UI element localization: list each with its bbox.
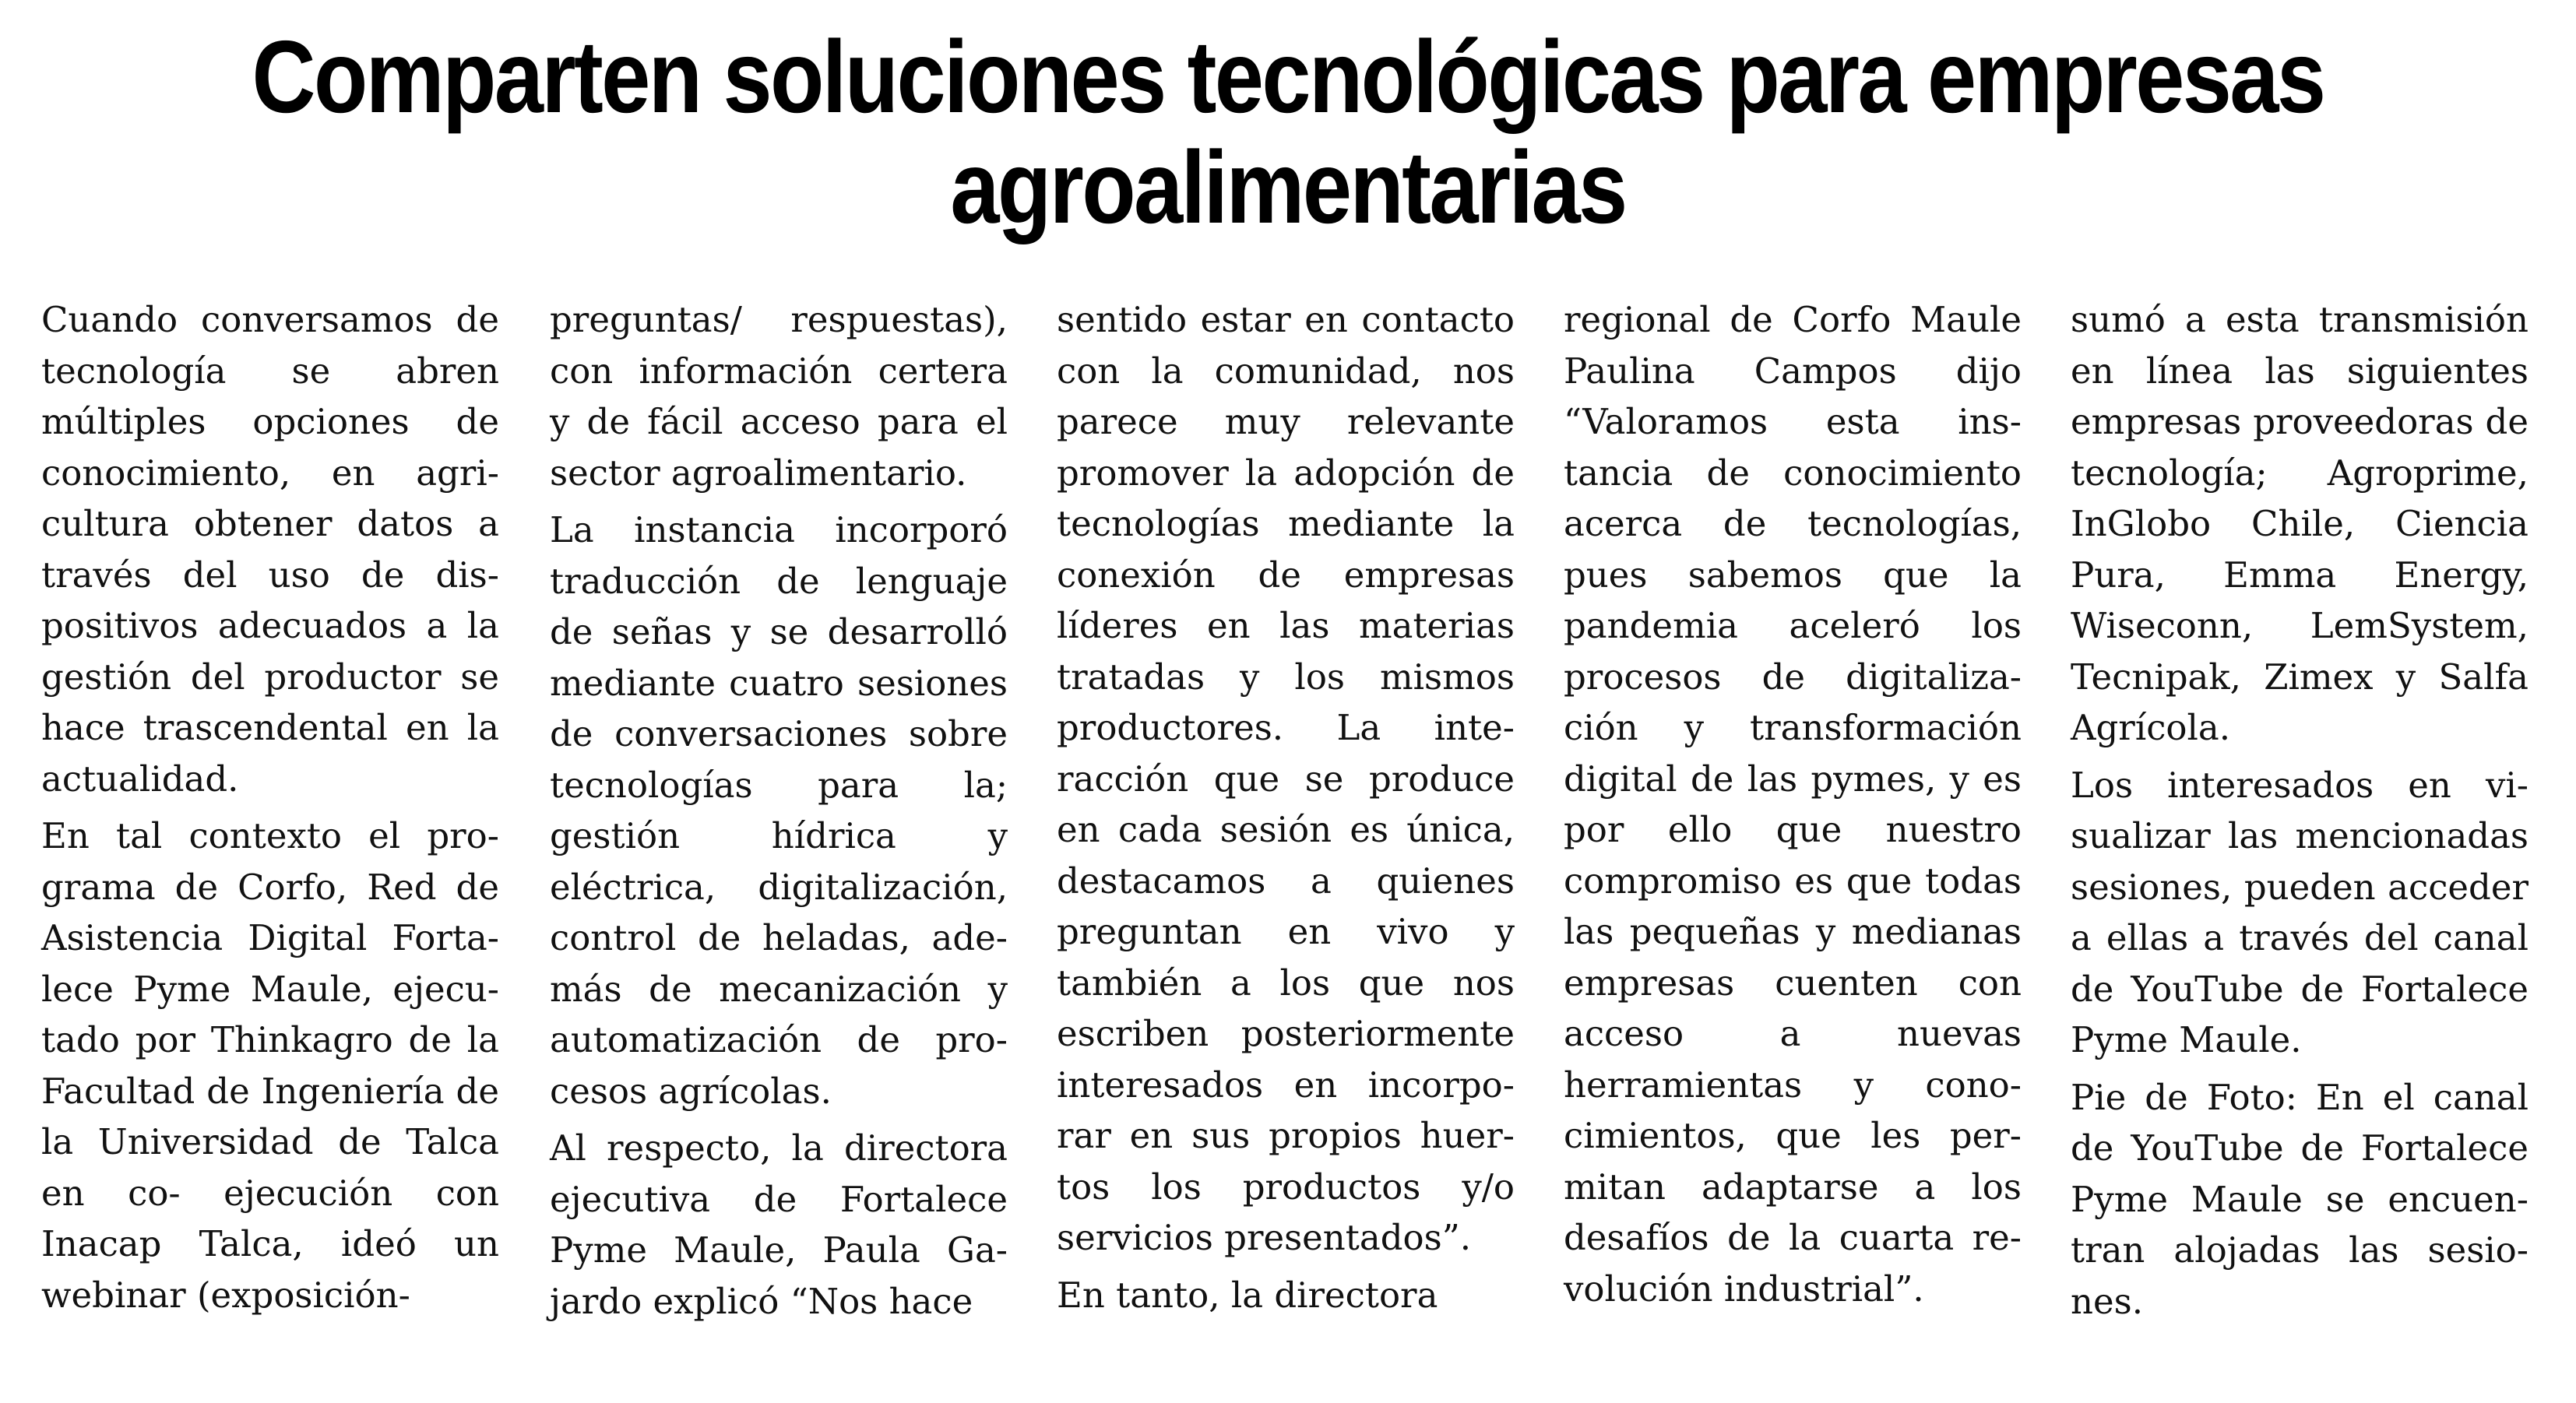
article-column-4 xyxy=(1564,294,2022,1320)
article-paragraph: sentido estar en contacto con la comunidad, nos parece muy relevante promover la adopción de tecnologías mediante la conexión de empresas líderes en las materias tratadas y los mismos productores. La interacción que se produce en cada sesión es única, destacamos a quienes preguntan en vivo y también a los que nos escriben posteriormente interesados en incorporar en sus propios huertos los productos y/o servicios presentados”. xyxy=(1057,299,1515,1258)
article-paragraph: En tal contexto el programa de Corfo, Red de Asistencia Digital Fortalece Pyme Maule, ejecutado por Thinkagro de la Facultad de Ingeniería de la Universidad de Talca en co- ejecución con Inacap Talca, ideó un webinar (exposición- xyxy=(41,815,499,1316)
article-column-1 xyxy=(41,294,499,1327)
headline-line-1: Comparten soluciones tecnológicas para empresas xyxy=(252,19,2324,134)
article-column-5 xyxy=(2071,294,2528,1333)
article-column-2 xyxy=(550,294,1008,1333)
article-paragraph: Pie de Foto: En el canal de YouTube de Fortalece Pyme Maule se encuentran alojadas las sesiones. xyxy=(2071,1076,2528,1322)
article-paragraph: La instancia incorporó traducción de lenguaje de señas y se desarrolló mediante cuatro sesiones de conversaciones sobre tecnologías para la; gestión hídrica y eléctrica, digitalización, control de heladas, además de mecanización y automatización de procesos agrícolas. xyxy=(550,509,1008,1112)
article-paragraph: sumó a esta transmisión en línea las siguientes empresas proveedoras de tecnología; Agroprime, InGlobo Chile, Ciencia Pura, Emma Energy, Wiseconn, LemSystem, Tecnipak, Zimex y Salfa Agrícola. xyxy=(2071,299,2528,748)
headline-line-2: agroalimentarias xyxy=(950,130,1626,244)
article-paragraph: Al respecto, la directora ejecutiva de Fortalece Pyme Maule, Paula Gajardo explicó “Nos hace xyxy=(550,1127,1008,1322)
article-column-3 xyxy=(1057,294,1515,1327)
article-paragraph: En tanto, la directora xyxy=(1057,1274,1438,1316)
article-paragraph: preguntas/ respuestas), con información certera y de fácil acceso para el sector agroalimentario. xyxy=(550,299,1008,494)
article-headline xyxy=(181,19,2396,244)
article-paragraph: Cuando conversamos de tecnología se abren múltiples opciones de conocimiento, en agricultura obtener datos a través del uso de dispositivos adecuados a la gestión del productor se hace trascendental en la actualidad. xyxy=(41,299,499,800)
article-paragraph: Los interesados en visualizar las mencionadas sesiones, pueden acceder a ellas a través del canal de YouTube de Fortalece Pyme Maule. xyxy=(2071,764,2528,1060)
article-paragraph: regional de Corfo Maule Paulina Campos dijo “Valoramos esta instancia de conocimiento acerca de tecnologías, pues sabemos que la pandemia aceleró los procesos de digitalización y transformación digital de las pymes, y es por ello que nuestro compromiso es que todas las pequeñas y medianas empresas cuenten con acceso a nuevas herramientas y conocimientos, que les permitan adaptarse a los desafíos de la cuarta revolución industrial”. xyxy=(1564,299,2022,1310)
